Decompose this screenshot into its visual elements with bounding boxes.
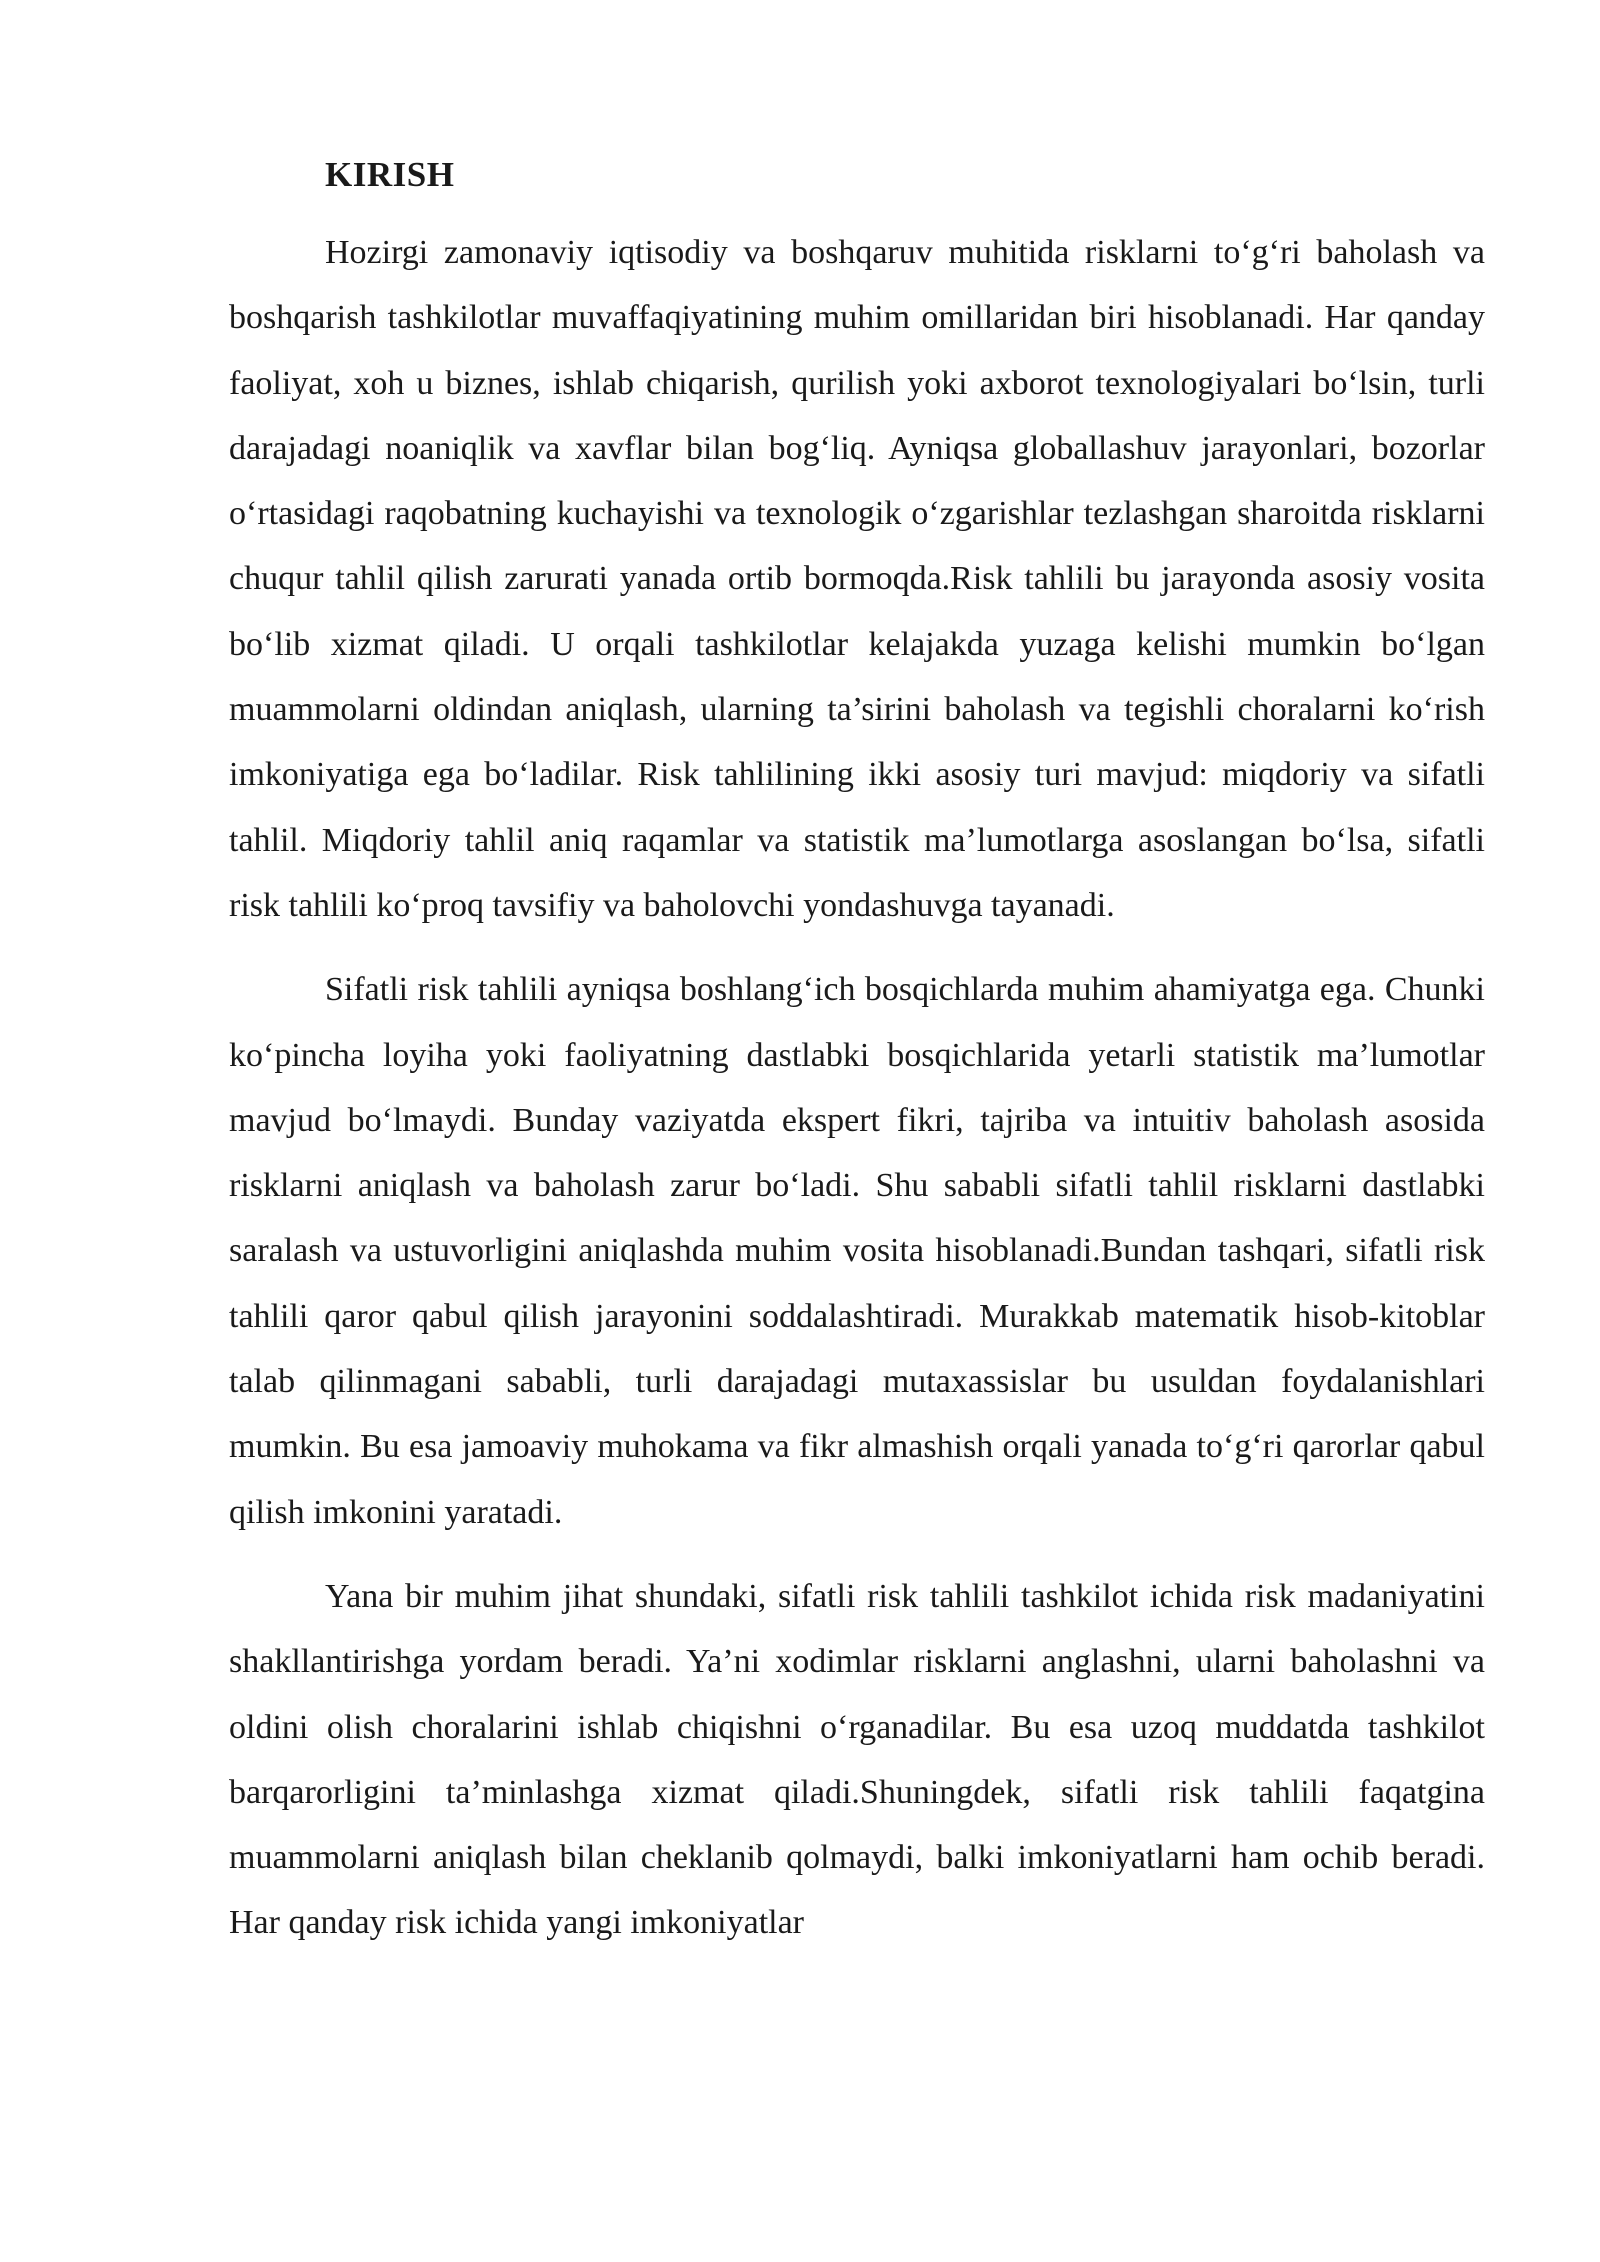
paragraph-2: Sifatli risk tahlili ayniqsa boshlang‘ich bosqichlarda muhim ahamiyatga ega. Chunki ko‘pincha loyiha yoki faoliyatning dastlabki bosqichlarida yetarli statistik ma’lumotlar mavjud bo‘lmaydi. Bunday vaziyatda ekspert fikri, tajriba va intuitiv baholash asosida risklarni aniqlash va baholash zarur bo‘ladi. Shu sababli sifatli tahlil risklarni dastlabki saralash va ustuvorligini aniqlashda muhim vosita hisoblanadi.Bundan tashqari, sifatli risk tahlili qaror qabul qilish jarayonini soddalashtiradi. Murakkab matematik hisob-kitoblar talab qilinmagani sababli, turli darajadagi mutaxassislar bu usuldan foydalanishlari mumkin. Bu esa jamoaviy muhokama va fikr almashish orqali yanada to‘g‘ri qarorlar qabul qilish imkonini yaratadi. [229,971,1485,1531]
paragraph-3: Yana bir muhim jihat shundaki, sifatli risk tahlili tashkilot ichida risk madaniyatini shakllantirishga yordam beradi. Ya’ni xodimlar risklarni anglashni, ularni baholashni va oldini olish choralarini ishlab chiqishni o‘rganadilar. Bu esa uzoq muddatda tashkilot barqarorligini ta’minlashga xizmat qiladi.Shuningdek, sifatli risk tahlili faqatgina muammolarni aniqlash bilan cheklanib qolmaydi, balki imkoniyatlarni ham ochib beradi. Har qanday risk ichida yangi imkoniyatlar [229,1577,1485,1942]
section-heading: KIRISH [325,155,455,194]
document-body [229,148,1485,1975]
paragraph-1: Hozirgi zamonaviy iqtisodiy va boshqaruv muhitida risklarni to‘g‘ri baholash va boshqarish tashkilotlar muvaffaqiyatining muhim omillaridan biri hisoblanadi. Har qanday faoliyat, xoh u biznes, ishlab chiqarish, qurilish yoki axborot texnologiyalari bo‘lsin, turli darajadagi noaniqlik va xavflar bilan bog‘liq. Ayniqsa globallashuv jarayonlari, bozorlar o‘rtasidagi raqobatning kuchayishi va texnologik o‘zgarishlar tezlashgan sharoitda risklarni chuqur tahlil qilish zarurati yanada ortib bormoqda.Risk tahlili bu jarayonda asosiy vosita bo‘lib xizmat qiladi. U orqali tashkilotlar kelajakda yuzaga kelishi mumkin bo‘lgan muammolarni oldindan aniqlash, ularning ta’sirini baholash va tegishli choralarni ko‘rish imkoniyatiga ega bo‘ladilar. Risk tahlilining ikki asosiy turi mavjud: miqdoriy va sifatli tahlil. Miqdoriy tahlil aniq raqamlar va statistik ma’lumotlarga asoslangan bo‘lsa, sifatli risk tahlili ko‘proq tavsifiy va baholovchi yondashuvga tayanadi. [229,234,1485,924]
